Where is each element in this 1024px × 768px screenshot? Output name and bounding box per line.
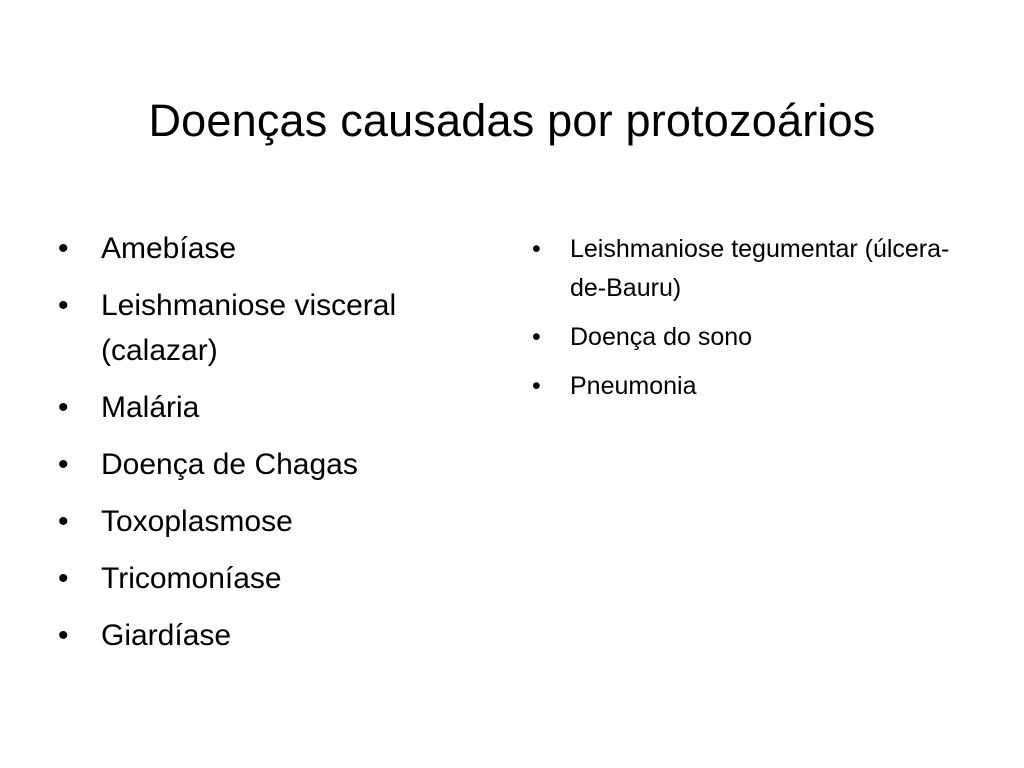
bullet-icon: • <box>58 505 69 538</box>
list-item-text: Leishmaniose visceral (calazar) <box>101 289 397 367</box>
list-item <box>532 318 972 357</box>
list-item <box>58 283 478 373</box>
bullet-icon: • <box>58 391 69 424</box>
right-bullet-list <box>532 230 972 416</box>
bullet-icon: • <box>58 562 69 595</box>
list-item-text: Giardíase <box>101 619 232 652</box>
left-bullet-list <box>58 226 478 670</box>
list-item-text: Amebíase <box>101 232 237 265</box>
bullet-icon: • <box>58 289 69 322</box>
list-item-text: Doença de Chagas <box>101 448 358 481</box>
list-item-text: Toxoplasmose <box>101 505 293 538</box>
bullet-icon: • <box>532 235 541 263</box>
bullet-icon: • <box>58 619 69 652</box>
bullet-icon: • <box>532 372 541 400</box>
list-item-text: Malária <box>101 391 200 424</box>
list-item-text: Leishmaniose tegumentar (úlcera-de-Bauru) <box>570 235 950 302</box>
list-item-text: Doença do sono <box>570 323 753 351</box>
bullet-icon: • <box>58 232 69 265</box>
slide-title: Doenças causadas por protozoários <box>148 95 876 146</box>
list-item <box>532 230 972 308</box>
list-item <box>532 367 972 406</box>
bullet-icon: • <box>58 448 69 481</box>
list-item-text: Pneumonia <box>570 372 697 400</box>
list-item <box>58 385 478 430</box>
list-item <box>58 556 478 601</box>
bullet-icon: • <box>532 323 541 351</box>
list-item <box>58 226 478 271</box>
list-item <box>58 613 478 658</box>
list-item <box>58 442 478 487</box>
list-item-text: Tricomoníase <box>101 562 282 595</box>
list-item <box>58 499 478 544</box>
